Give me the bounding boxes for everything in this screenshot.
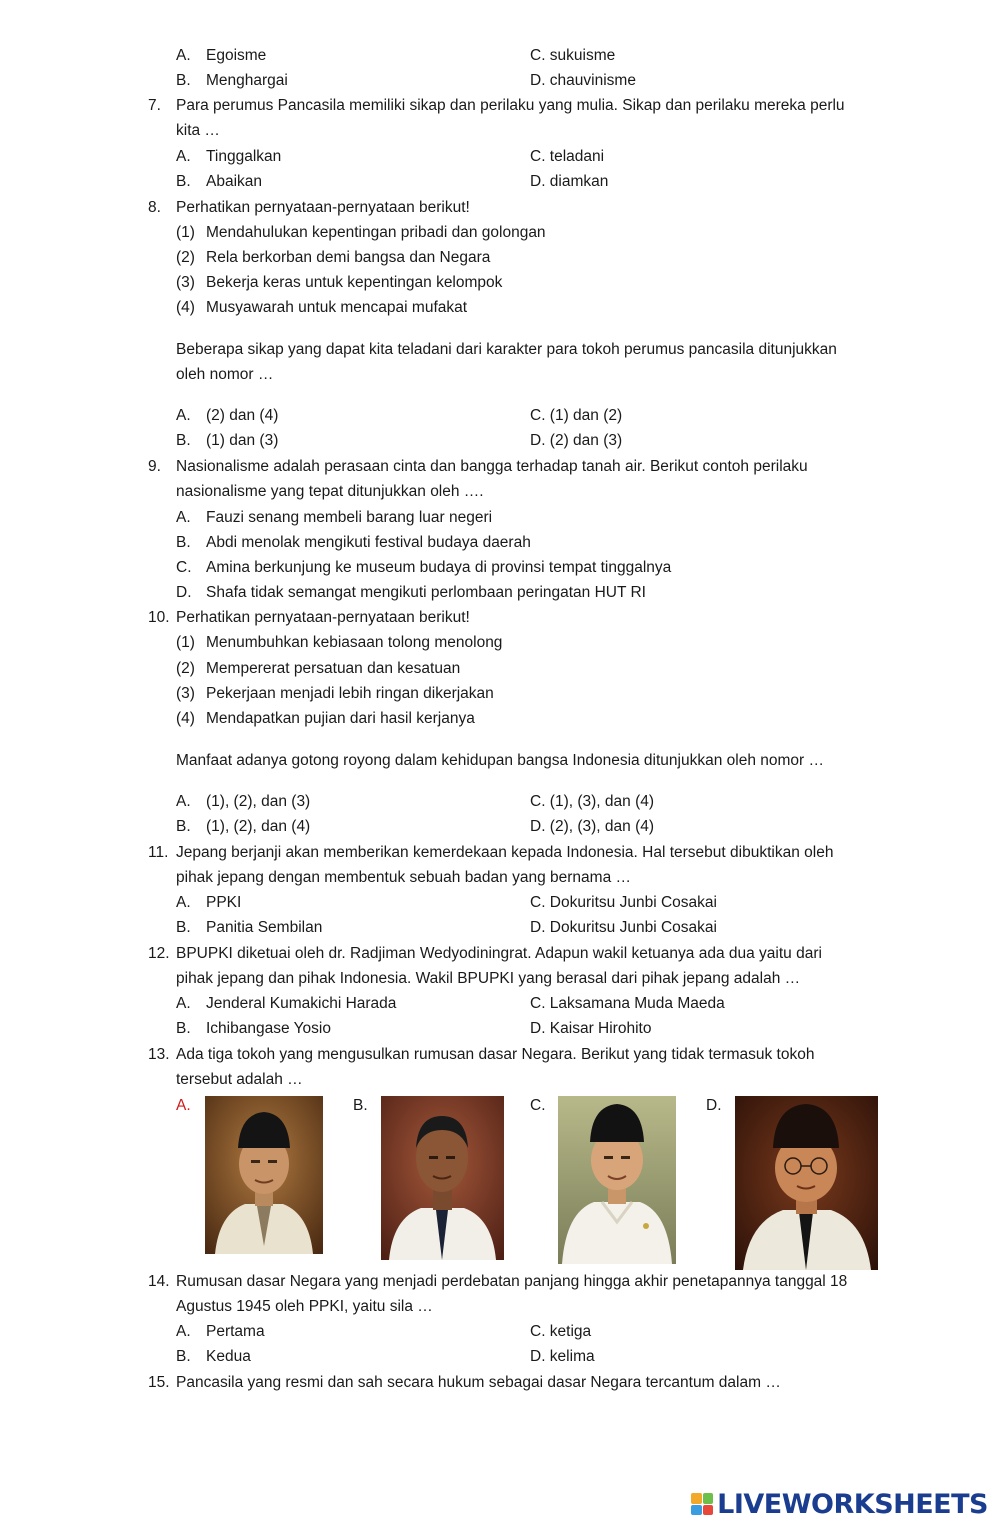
q9-text-line2: nasionalisme yang tepat ditunjukkan oleh ….: [176, 483, 484, 500]
q12-option-b[interactable]: Ichibangase Yosio: [206, 1020, 331, 1037]
q7-option-d[interactable]: D. diamkan: [530, 173, 609, 190]
question-number: 7.: [148, 97, 161, 114]
q11-option-c[interactable]: C. Dokuritsu Junbi Cosakai: [530, 894, 717, 911]
q13-portrait-a[interactable]: [205, 1096, 323, 1254]
q6-option-b[interactable]: Menghargai: [206, 72, 288, 89]
q8-option-b[interactable]: (1) dan (3): [206, 432, 279, 449]
q10-statement: Menumbuhkan kebiasaan tolong menolong: [206, 634, 503, 651]
option-letter: C.: [176, 559, 192, 576]
q14-option-c[interactable]: C. ketiga: [530, 1323, 592, 1340]
q11-text-line2: pihak jepang dengan membentuk sebuah badan yang bernama …: [176, 869, 631, 886]
q12-option-c[interactable]: C. Laksamana Muda Maeda: [530, 995, 725, 1012]
q14-text-line1: Rumusan dasar Negara yang menjadi perdebatan panjang hingga akhir penetapannya tanggal 18: [176, 1273, 848, 1290]
q13-option-c-label[interactable]: C.: [530, 1097, 546, 1114]
q6-option-c[interactable]: C. sukuisme: [530, 47, 616, 64]
option-letter: A.: [176, 894, 191, 911]
q11-text-line1: Jepang berjanji akan memberikan kemerdekaan kepada Indonesia. Hal tersebut dibuktikan oleh: [176, 844, 834, 861]
q10-option-c[interactable]: C. (1), (3), dan (4): [530, 793, 655, 810]
q8-option-c[interactable]: C. (1) dan (2): [530, 407, 623, 424]
q7-text-line1: Para perumus Pancasila memiliki sikap dan perilaku yang mulia. Sikap dan perilaku mereka perlu: [176, 97, 845, 114]
q8-statement: Musyawarah untuk mencapai mufakat: [206, 299, 468, 316]
option-letter: A.: [176, 995, 191, 1012]
question-number: 12.: [148, 945, 170, 962]
q13-portrait-d[interactable]: [735, 1096, 878, 1270]
option-letter: B.: [176, 534, 191, 551]
q9-option-c[interactable]: Amina berkunjung ke museum budaya di provinsi tempat tinggalnya: [206, 559, 672, 576]
q8-statement: Bekerja keras untuk kepentingan kelompok: [206, 274, 503, 291]
q10-option-d[interactable]: D. (2), (3), dan (4): [530, 818, 655, 835]
q8-option-a[interactable]: (2) dan (4): [206, 407, 279, 424]
liveworksheets-logo-icon: [691, 1493, 713, 1515]
statement-number: (3): [176, 685, 195, 702]
option-letter: B.: [176, 1348, 191, 1365]
q14-text-line2: Agustus 1945 oleh PPKI, yaitu sila …: [176, 1298, 433, 1315]
q7-option-b[interactable]: Abaikan: [206, 173, 263, 190]
q14-option-d[interactable]: D. kelima: [530, 1348, 595, 1365]
liveworksheets-logo-text: LIVEWORKSHEETS: [717, 1488, 988, 1520]
q9-text-line1: Nasionalisme adalah perasaan cinta dan bangga terhadap tanah air. Berikut contoh perilaku: [176, 458, 808, 475]
q9-option-b[interactable]: Abdi menolak mengikuti festival budaya daerah: [206, 534, 531, 551]
q15-text: Pancasila yang resmi dan sah secara hukum sebagai dasar Negara tercantum dalam …: [176, 1374, 781, 1391]
option-letter: A.: [176, 1323, 191, 1340]
q6-option-a[interactable]: Egoisme: [206, 47, 267, 64]
q13-text-line1: Ada tiga tokoh yang mengusulkan rumusan dasar Negara. Berikut yang tidak termasuk tokoh: [176, 1046, 815, 1063]
q8-text: Perhatikan pernyataan-pernyataan berikut!: [176, 199, 470, 216]
option-letter: B.: [176, 72, 191, 89]
option-letter: A.: [176, 793, 191, 810]
option-letter: B.: [176, 1020, 191, 1037]
q8-statement: Rela berkorban demi bangsa dan Negara: [206, 249, 491, 266]
q10-statement: Mempererat persatuan dan kesatuan: [206, 660, 461, 677]
q7-option-c[interactable]: C. teladani: [530, 148, 605, 165]
question-number: 8.: [148, 199, 161, 216]
option-letter: A.: [176, 47, 191, 64]
q13-option-d-label[interactable]: D.: [706, 1097, 722, 1114]
q7-option-a[interactable]: Tinggalkan: [206, 148, 282, 165]
q7-text-line2: kita …: [176, 122, 220, 139]
statement-number: (3): [176, 274, 195, 291]
option-letter: D.: [176, 584, 192, 601]
statement-number: (4): [176, 299, 195, 316]
liveworksheets-logo: [691, 1489, 988, 1519]
q13-portrait-b[interactable]: [381, 1096, 504, 1260]
q12-option-d[interactable]: D. Kaisar Hirohito: [530, 1020, 652, 1037]
q13-portrait-c[interactable]: [558, 1096, 676, 1264]
q8-statement: Mendahulukan kepentingan pribadi dan golongan: [206, 224, 546, 241]
option-letter: A.: [176, 509, 191, 526]
question-number: 11.: [148, 844, 169, 861]
question-number: 13.: [148, 1046, 170, 1063]
q10-option-a[interactable]: (1), (2), dan (3): [206, 793, 311, 810]
question-number: 14.: [148, 1273, 170, 1290]
q6-option-d[interactable]: D. chauvinisme: [530, 72, 636, 89]
q13-option-b-label[interactable]: B.: [353, 1097, 368, 1114]
statement-number: (4): [176, 710, 195, 727]
q11-option-a[interactable]: PPKI: [206, 894, 242, 911]
option-letter: B.: [176, 818, 191, 835]
q10-statement: Pekerjaan menjadi lebih ringan dikerjakan: [206, 685, 494, 702]
q9-option-d[interactable]: Shafa tidak semangat mengikuti perlombaan peringatan HUT RI: [206, 584, 646, 601]
q8-prompt-line2: oleh nomor …: [176, 366, 274, 383]
option-letter: B.: [176, 173, 191, 190]
q12-text-line1: BPUPKI diketuai oleh dr. Radjiman Wedyodiningrat. Adapun wakil ketuanya ada dua yaitu dari: [176, 945, 822, 962]
q14-option-a[interactable]: Pertama: [206, 1323, 265, 1340]
q10-option-b[interactable]: (1), (2), dan (4): [206, 818, 311, 835]
q8-option-d[interactable]: D. (2) dan (3): [530, 432, 623, 449]
statement-number: (2): [176, 660, 195, 677]
statement-number: (1): [176, 224, 195, 241]
q10-statement: Mendapatkan pujian dari hasil kerjanya: [206, 710, 475, 727]
q12-text-line2: pihak jepang dan pihak Indonesia. Wakil BPUPKI yang berasal dari pihak jepang adalah …: [176, 970, 801, 987]
q13-text-line2: tersebut adalah …: [176, 1071, 303, 1088]
q11-option-d[interactable]: D. Dokuritsu Junbi Cosakai: [530, 919, 717, 936]
q14-option-b[interactable]: Kedua: [206, 1348, 251, 1365]
question-number: 15.: [148, 1374, 170, 1391]
statement-number: (2): [176, 249, 195, 266]
q8-prompt-line1: Beberapa sikap yang dapat kita teladani dari karakter para tokoh perumus pancasila ditunjukkan: [176, 341, 837, 358]
question-number: 10.: [148, 609, 170, 626]
option-letter: A.: [176, 148, 191, 165]
option-letter: A.: [176, 407, 191, 424]
q10-prompt: Manfaat adanya gotong royong dalam kehidupan bangsa Indonesia ditunjukkan oleh nomor …: [176, 752, 825, 769]
option-letter: B.: [176, 432, 191, 449]
q10-text: Perhatikan pernyataan-pernyataan berikut!: [176, 609, 470, 626]
question-number: 9.: [148, 458, 161, 475]
q9-option-a[interactable]: Fauzi senang membeli barang luar negeri: [206, 509, 493, 526]
statement-number: (1): [176, 634, 195, 651]
q12-option-a[interactable]: Jenderal Kumakichi Harada: [206, 995, 397, 1012]
q13-option-a-label[interactable]: A.: [176, 1097, 191, 1114]
q11-option-b[interactable]: Panitia Sembilan: [206, 919, 323, 936]
option-letter: B.: [176, 919, 191, 936]
